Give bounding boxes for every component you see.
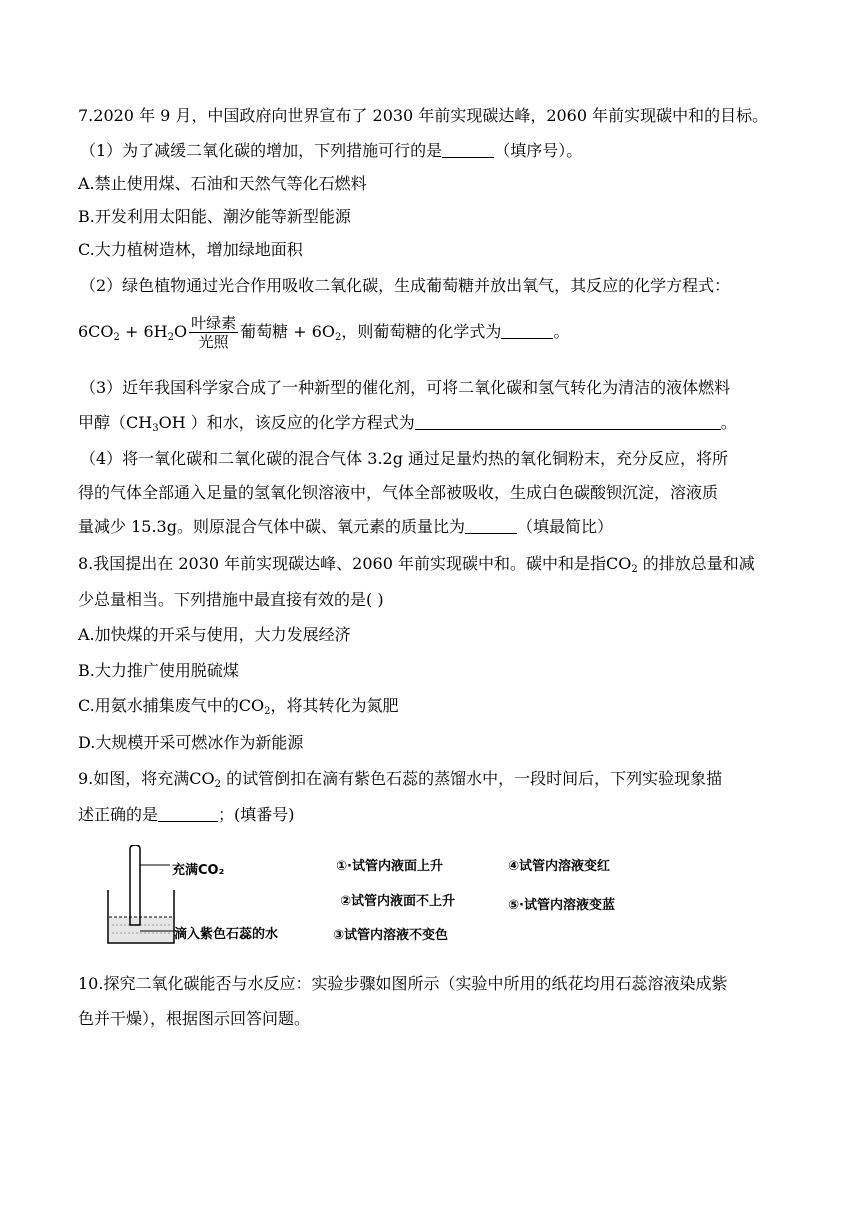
q9-choice-3: ③试管内溶液不变色 (333, 928, 449, 943)
q8-option-a: A.加快煤的开采与使用，大力发展经济 (78, 625, 351, 644)
q7-stem: 7.2020 年 9 月，中国政府向世界宣布了 2030 年前实现碳达峰，2060 年前实现碳中和的目标。 (78, 106, 769, 125)
q7-option-a: A.禁止使用煤、石油和天然气等化石燃料 (78, 174, 367, 193)
q7-option-c: C.大力植树造林，增加绿地面积 (78, 240, 303, 259)
q9-choice-4: ④试管内溶液变红 (508, 859, 611, 874)
q8-option-c: C.用氨水捕集废气中的$CO_2$，将其转化为氮肥 (78, 696, 399, 717)
q10-stem-line1: 10.探究二氧化碳能否与水反应：实验步骤如图所示（实验中所用的纸花均用石蕊溶液染成紫 (78, 974, 728, 993)
q9-stem-line2: 述正确的是 ；(填番号) (78, 805, 295, 824)
answer-blank[interactable] (465, 517, 517, 534)
q9-choice-2: ②试管内液面不上升 (340, 894, 456, 909)
answer-blank[interactable] (501, 322, 553, 339)
q7-part2: （2）绿色植物通过光合作用吸收二氧化碳，生成葡萄糖并放出氧气，其反应的化学方程式： (80, 276, 731, 295)
q8-option-b: B.大力推广使用脱硫煤 (78, 661, 239, 680)
q7-part4-line2: 得的气体全部通入足量的氢氧化钡溶液中，气体全部被吸收，生成白色碳酸钡沉淀，溶液质 (78, 483, 719, 502)
q7-part3-line1: （3）近年我国科学家合成了一种新型的催化剂，可将二氧化碳和氢气转化为清洁的液体燃料 (80, 378, 731, 397)
answer-blank[interactable] (415, 413, 721, 430)
label-tube-co2: 充满CO₂ (172, 863, 225, 878)
label-litmus-water: 滴入紫色石蕊的水 (174, 927, 279, 942)
q8-stem-line2: 少总量相当。下列措施中最直接有效的是( ) (78, 590, 384, 609)
q7-part4-line1: （4）将一氧化碳和二氧化碳的混合气体 3.2g 通过足量灼热的氧化铜粉末，充分反应，将所 (80, 449, 729, 468)
q7-part4-line3: 量减少 15.3g。则原混合气体中碳、氧元素的质量比为 （填最简比） (78, 517, 613, 536)
q7-equation: $6CO_2 + 6H_2O$ $\frac{\text{叶绿素}}{\text{光照}}$ 葡萄糖 + $6O_2$，则葡萄糖的化学式为 。 (78, 314, 570, 351)
q10-stem-line2: 色并干燥），根据图示回答问题。 (78, 1009, 311, 1028)
q7-part1: （1）为了减缓二氧化碳的增加，下列措施可行的是 （填序号）。 (80, 141, 583, 160)
answer-blank[interactable] (158, 805, 218, 822)
q8-option-d: D.大规模开采可燃冰作为新能源 (78, 733, 304, 752)
q9-choice-5: ⑤·试管内溶液变蓝 (508, 898, 615, 913)
answer-blank[interactable] (442, 141, 494, 158)
q9-choice-1: ①·试管内液面上升 (336, 859, 443, 874)
q7-option-b: B.开发利用太阳能、潮汐能等新型能源 (78, 207, 351, 226)
test-tube (130, 845, 140, 925)
reaction-condition: $\frac{\text{叶绿素}}{\text{光照}}$ (191, 314, 237, 351)
q7-part3-line2: 甲醇（$CH_3OH$ ）和水，该反应的化学方程式为 。 (78, 413, 737, 434)
q8-stem-line1: 8.我国提出在 2030 年前实现碳达峰、2060 年前实现碳中和。碳中和是指$CO_2$ 的排放总量和减 (78, 554, 755, 575)
beaker-water (109, 917, 173, 942)
q9-stem-line1: 9.如图，将充满$CO_2$ 的试管倒扣在滴有紫色石蕊的蒸馏水中，一段时间后，下列实验现象描 (78, 769, 723, 790)
apparatus-figure (100, 845, 180, 950)
